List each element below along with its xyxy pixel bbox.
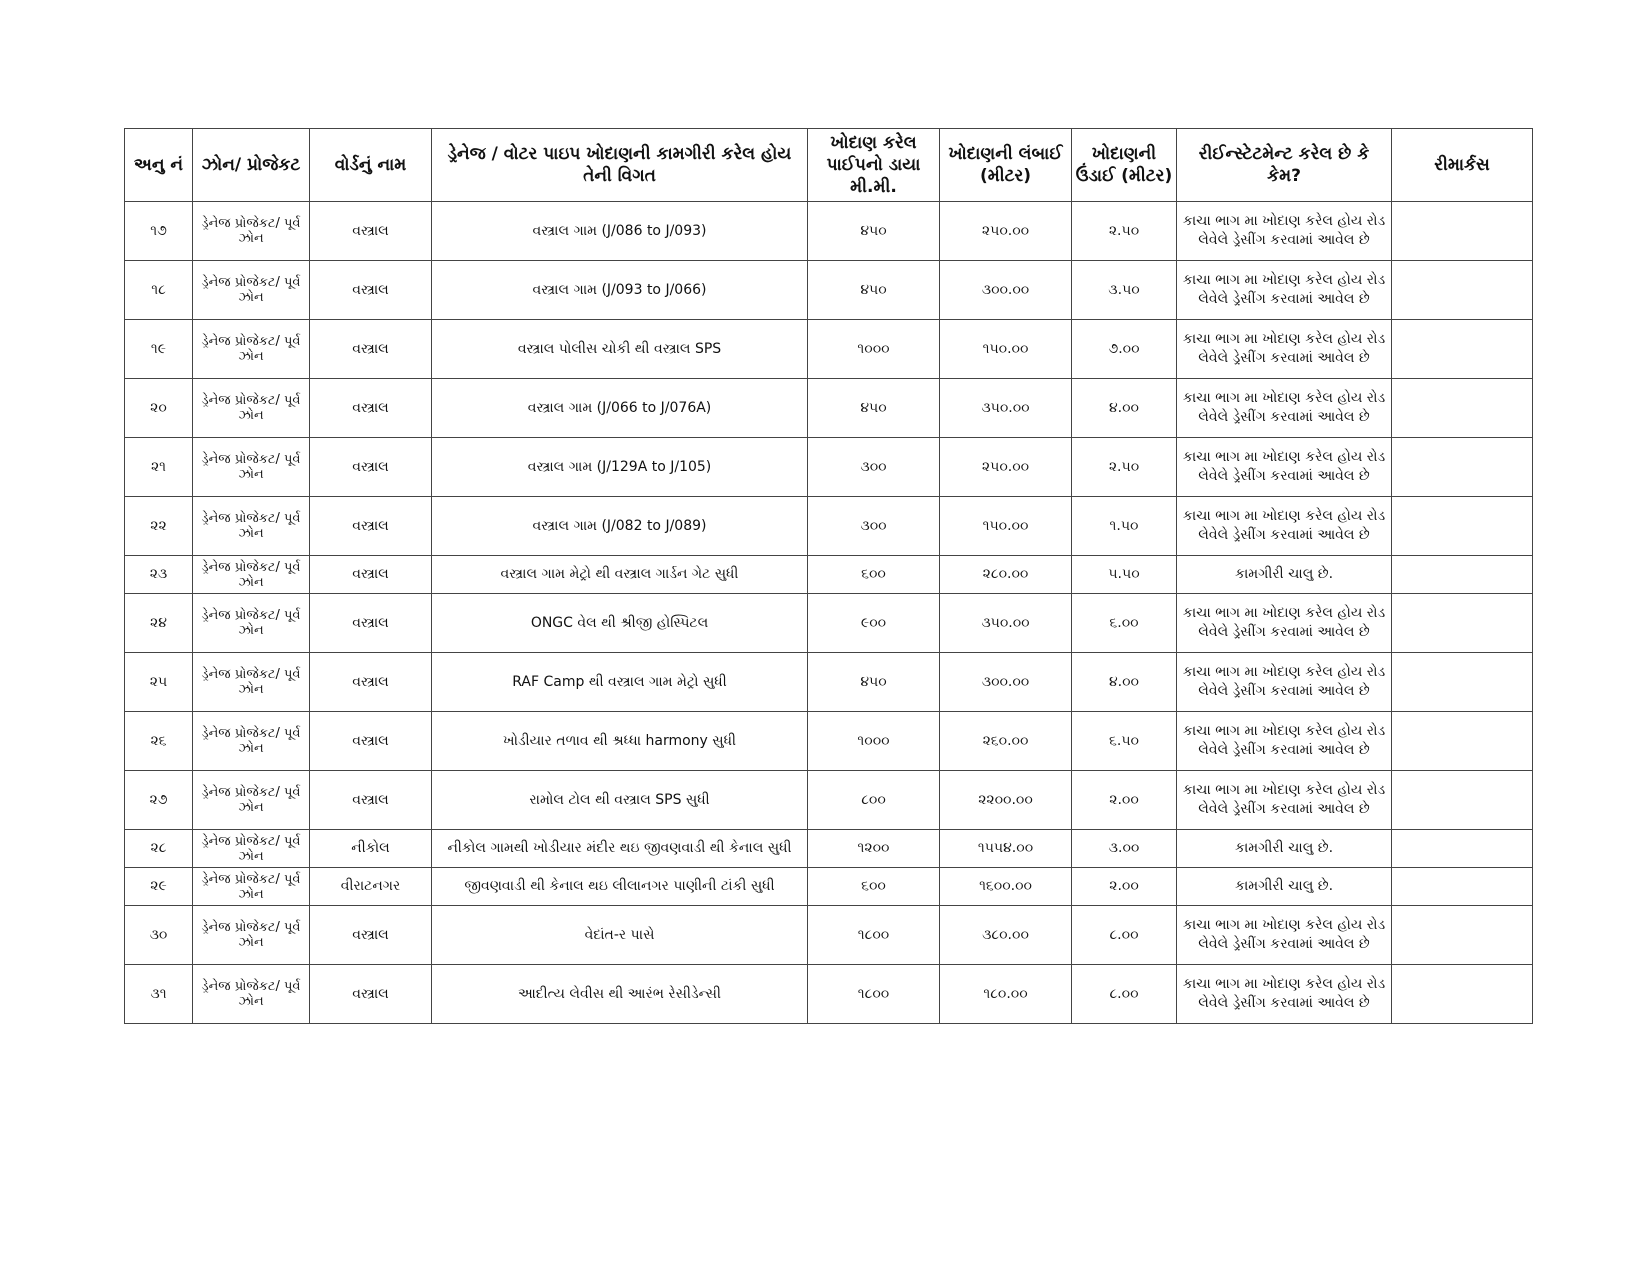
cell-zone-project: ડ્રેનેજ પ્રોજેકટ/ પૂર્વ ઝોન [193,261,310,320]
cell-serial-no: ૨૭ [125,771,193,830]
cell-serial-no: ૨૦ [125,379,193,438]
table-row [125,830,1533,868]
cell-serial-no: ૩૦ [125,906,193,965]
cell-ward-name: વસ્ત્રાલ [310,202,432,261]
header-serial-no: અનુ નં [125,129,193,202]
cell-pipe-diameter: ૧૨૦૦ [808,830,940,868]
cell-ward-name: વસ્ત્રાલ [310,965,432,1024]
cell-excavation-length: ૧૫૫૪.૦૦ [940,830,1072,868]
cell-work-detail: આદીત્ય લેવીસ થી આરંભ રેસીડેન્સી [432,965,808,1024]
cell-serial-no: ૧૯ [125,320,193,379]
cell-remarks [1392,712,1533,771]
cell-zone-project: ડ્રેનેજ પ્રોજેકટ/ પૂર્વ ઝોન [193,202,310,261]
cell-ward-name: વસ્ત્રાલ [310,556,432,594]
table-row [125,320,1533,379]
cell-ward-name: વસ્ત્રાલ [310,497,432,556]
table-row [125,906,1533,965]
cell-serial-no: ૨૬ [125,712,193,771]
header-excavation-length: ખોદાણની લંબાઈ (મીટર) [940,129,1072,202]
cell-reinstatement: કાચા ભાગ મા ખોદાણ કરેલ હોય રોડ લેવેલે ડ્રેસીંગ કરવામાં આવેલ છે [1177,906,1392,965]
table-row [125,594,1533,653]
cell-pipe-diameter: ૪૫૦ [808,261,940,320]
table-row [125,771,1533,830]
cell-pipe-diameter: ૬૦૦ [808,868,940,906]
header-ward-name: વોર્ડનું નામ [310,129,432,202]
cell-reinstatement: કાચા ભાગ મા ખોદાણ કરેલ હોય રોડ લેવેલે ડ્રેસીંગ કરવામાં આવેલ છે [1177,202,1392,261]
cell-remarks [1392,965,1533,1024]
cell-excavation-depth: ૨.૫૦ [1072,438,1177,497]
header-zone-project: ઝોન/ પ્રોજેકટ [193,129,310,202]
header-reinstatement: રીઈન્સ્ટેટમેન્ટ કરેલ છે કે કેમ? [1177,129,1392,202]
cell-reinstatement: કાચા ભાગ મા ખોદાણ કરેલ હોય રોડ લેવેલે ડ્રેસીંગ કરવામાં આવેલ છે [1177,594,1392,653]
cell-pipe-diameter: ૪૫૦ [808,379,940,438]
cell-zone-project: ડ્રેનેજ પ્રોજેકટ/ પૂર્વ ઝોન [193,712,310,771]
cell-work-detail: જીવણવાડી થી કેનાલ થઇ લીલાનગર પાણીની ટાંકી સુધી [432,868,808,906]
table-row [125,868,1533,906]
cell-reinstatement: કાચા ભાગ મા ખોદાણ કરેલ હોય રોડ લેવેલે ડ્રેસીંગ કરવામાં આવેલ છે [1177,771,1392,830]
cell-pipe-diameter: ૬૦૦ [808,556,940,594]
cell-remarks [1392,438,1533,497]
cell-zone-project: ડ્રેનેજ પ્રોજેકટ/ પૂર્વ ઝોન [193,771,310,830]
table-row [125,497,1533,556]
table-body [125,202,1533,1024]
cell-excavation-depth: ૨.૦૦ [1072,771,1177,830]
cell-excavation-length: ૧૬૦૦.૦૦ [940,868,1072,906]
cell-zone-project: ડ્રેનેજ પ્રોજેકટ/ પૂર્વ ઝોન [193,556,310,594]
cell-excavation-depth: ૫.૫૦ [1072,556,1177,594]
cell-remarks [1392,261,1533,320]
cell-work-detail: વેદાંત-ર પાસે [432,906,808,965]
cell-zone-project: ડ્રેનેજ પ્રોજેકટ/ પૂર્વ ઝોન [193,965,310,1024]
cell-remarks [1392,320,1533,379]
header-excavation-depth: ખોદાણની ઉંડાઈ (મીટર) [1072,129,1177,202]
excavation-table [124,128,1533,1024]
cell-excavation-depth: ૩.૦૦ [1072,830,1177,868]
cell-reinstatement: કાચા ભાગ મા ખોદાણ કરેલ હોય રોડ લેવેલે ડ્રેસીંગ કરવામાં આવેલ છે [1177,965,1392,1024]
cell-zone-project: ડ્રેનેજ પ્રોજેકટ/ પૂર્વ ઝોન [193,906,310,965]
cell-excavation-length: ૧૫૦.૦૦ [940,497,1072,556]
cell-ward-name: વસ્ત્રાલ [310,712,432,771]
cell-ward-name: વસ્ત્રાલ [310,653,432,712]
cell-pipe-diameter: ૧૮૦૦ [808,965,940,1024]
cell-excavation-length: ૩૦૦.૦૦ [940,261,1072,320]
cell-work-detail: વસ્ત્રાલ ગામ (J/086 to J/093) [432,202,808,261]
table-row [125,556,1533,594]
cell-excavation-length: ૩૦૦.૦૦ [940,653,1072,712]
cell-ward-name: વસ્ત્રાલ [310,320,432,379]
cell-zone-project: ડ્રેનેજ પ્રોજેકટ/ પૂર્વ ઝોન [193,497,310,556]
cell-excavation-length: ૨૫૦.૦૦ [940,202,1072,261]
cell-excavation-depth: ૨.૦૦ [1072,868,1177,906]
cell-pipe-diameter: ૮૦૦ [808,771,940,830]
cell-pipe-diameter: ૩૦૦ [808,497,940,556]
table-row [125,965,1533,1024]
cell-reinstatement: કાચા ભાગ મા ખોદાણ કરેલ હોય રોડ લેવેલે ડ્રેસીંગ કરવામાં આવેલ છે [1177,712,1392,771]
cell-work-detail: રામોલ ટોલ થી વસ્ત્રાલ SPS સુધી [432,771,808,830]
cell-excavation-depth: ૪.૦૦ [1072,379,1177,438]
cell-ward-name: વસ્ત્રાલ [310,906,432,965]
header-work-detail: ડ્રેનેજ / વોટર પાઇપ ખોદાણની કામગીરી કરેલ હોય તેની વિગત [432,129,808,202]
cell-excavation-depth: ૭.૦૦ [1072,320,1177,379]
cell-serial-no: ૨૧ [125,438,193,497]
cell-work-detail: વસ્ત્રાલ ગામ (J/066 to J/076A) [432,379,808,438]
cell-excavation-depth: ૩.૫૦ [1072,261,1177,320]
cell-work-detail: વસ્ત્રાલ ગામ (J/093 to J/066) [432,261,808,320]
header-pipe-diameter: ખોદાણ કરેલ પાઈપનો ડાયા મી.મી. [808,129,940,202]
cell-work-detail: ONGC વેલ થી શ્રીજી હોસ્પિટલ [432,594,808,653]
cell-pipe-diameter: ૩૦૦ [808,438,940,497]
cell-reinstatement: કામગીરી ચાલુ છે. [1177,868,1392,906]
table-row [125,379,1533,438]
cell-reinstatement: કાચા ભાગ મા ખોદાણ કરેલ હોય રોડ લેવેલે ડ્રેસીંગ કરવામાં આવેલ છે [1177,438,1392,497]
cell-work-detail: ખોડીયાર તળાવ થી શ્રધ્ધા harmony સુધી [432,712,808,771]
cell-serial-no: ૧૮ [125,261,193,320]
cell-ward-name: વસ્ત્રાલ [310,438,432,497]
cell-serial-no: ૨૩ [125,556,193,594]
header-row [125,129,1533,202]
cell-reinstatement: કામગીરી ચાલુ છે. [1177,830,1392,868]
cell-remarks [1392,556,1533,594]
cell-zone-project: ડ્રેનેજ પ્રોજેકટ/ પૂર્વ ઝોન [193,379,310,438]
cell-excavation-depth: ૮.૦૦ [1072,965,1177,1024]
cell-remarks [1392,868,1533,906]
cell-work-detail: RAF Camp થી વસ્ત્રાલ ગામ મેટ્રો સુધી [432,653,808,712]
cell-ward-name: વસ્ત્રાલ [310,594,432,653]
cell-zone-project: ડ્રેનેજ પ્રોજેકટ/ પૂર્વ ઝોન [193,868,310,906]
cell-remarks [1392,906,1533,965]
cell-remarks [1392,594,1533,653]
cell-pipe-diameter: ૪૫૦ [808,202,940,261]
cell-ward-name: વસ્ત્રાલ [310,379,432,438]
header-remarks: રીમાર્કસ [1392,129,1533,202]
cell-work-detail: વસ્ત્રાલ ગામ (J/082 to J/089) [432,497,808,556]
cell-zone-project: ડ્રેનેજ પ્રોજેકટ/ પૂર્વ ઝોન [193,830,310,868]
table-row [125,202,1533,261]
cell-ward-name: વસ્ત્રાલ [310,771,432,830]
cell-work-detail: વસ્ત્રાલ ગામ (J/129A to J/105) [432,438,808,497]
cell-reinstatement: કામગીરી ચાલુ છે. [1177,556,1392,594]
cell-serial-no: ૨૫ [125,653,193,712]
cell-remarks [1392,653,1533,712]
cell-serial-no: ૨૨ [125,497,193,556]
cell-pipe-diameter: ૧૦૦૦ [808,320,940,379]
excavation-report-sheet [124,128,1532,1024]
cell-ward-name: નીકોલ [310,830,432,868]
cell-work-detail: નીકોલ ગામથી ખોડીયાર મંદીર થઇ જીવણવાડી થી કેનાલ સુધી [432,830,808,868]
cell-ward-name: વીરાટનગર [310,868,432,906]
cell-excavation-depth: ૪.૦૦ [1072,653,1177,712]
cell-excavation-depth: ૧.૫૦ [1072,497,1177,556]
cell-pipe-diameter: ૯૦૦ [808,594,940,653]
cell-excavation-depth: ૨.૫૦ [1072,202,1177,261]
cell-zone-project: ડ્રેનેજ પ્રોજેકટ/ પૂર્વ ઝોન [193,320,310,379]
cell-ward-name: વસ્ત્રાલ [310,261,432,320]
cell-excavation-length: ૨૬૦.૦૦ [940,712,1072,771]
cell-reinstatement: કાચા ભાગ મા ખોદાણ કરેલ હોય રોડ લેવેલે ડ્રેસીંગ કરવામાં આવેલ છે [1177,261,1392,320]
cell-serial-no: ૨૮ [125,830,193,868]
cell-zone-project: ડ્રેનેજ પ્રોજેકટ/ પૂર્વ ઝોન [193,594,310,653]
cell-pipe-diameter: ૪૫૦ [808,653,940,712]
cell-excavation-length: ૧૮૦.૦૦ [940,965,1072,1024]
table-row [125,653,1533,712]
cell-serial-no: ૨૪ [125,594,193,653]
cell-serial-no: ૧૭ [125,202,193,261]
cell-excavation-length: ૨૫૦.૦૦ [940,438,1072,497]
cell-reinstatement: કાચા ભાગ મા ખોદાણ કરેલ હોય રોડ લેવેલે ડ્રેસીંગ કરવામાં આવેલ છે [1177,320,1392,379]
cell-remarks [1392,202,1533,261]
cell-excavation-length: ૩૮૦.૦૦ [940,906,1072,965]
cell-excavation-depth: ૬.૫૦ [1072,712,1177,771]
cell-excavation-length: ૩૫૦.૦૦ [940,379,1072,438]
cell-excavation-depth: ૬.૦૦ [1072,594,1177,653]
cell-excavation-depth: ૮.૦૦ [1072,906,1177,965]
cell-pipe-diameter: ૧૦૦૦ [808,712,940,771]
cell-serial-no: ૨૯ [125,868,193,906]
table-row [125,261,1533,320]
cell-excavation-length: ૩૫૦.૦૦ [940,594,1072,653]
cell-zone-project: ડ્રેનેજ પ્રોજેકટ/ પૂર્વ ઝોન [193,653,310,712]
table-row [125,438,1533,497]
cell-reinstatement: કાચા ભાગ મા ખોદાણ કરેલ હોય રોડ લેવેલે ડ્રેસીંગ કરવામાં આવેલ છે [1177,653,1392,712]
cell-zone-project: ડ્રેનેજ પ્રોજેકટ/ પૂર્વ ઝોન [193,438,310,497]
cell-work-detail: વસ્ત્રાલ ગામ મેટ્રો થી વસ્ત્રાલ ગાર્ડન ગેટ સુધી [432,556,808,594]
cell-remarks [1392,379,1533,438]
cell-serial-no: ૩૧ [125,965,193,1024]
cell-remarks [1392,830,1533,868]
cell-work-detail: વસ્ત્રાલ પોલીસ ચોકી થી વસ્ત્રાલ SPS [432,320,808,379]
cell-excavation-length: ૧૫૦.૦૦ [940,320,1072,379]
cell-excavation-length: ૨૨૦૦.૦૦ [940,771,1072,830]
cell-reinstatement: કાચા ભાગ મા ખોદાણ કરેલ હોય રોડ લેવેલે ડ્રેસીંગ કરવામાં આવેલ છે [1177,379,1392,438]
cell-reinstatement: કાચા ભાગ મા ખોદાણ કરેલ હોય રોડ લેવેલે ડ્રેસીંગ કરવામાં આવેલ છે [1177,497,1392,556]
cell-remarks [1392,771,1533,830]
cell-remarks [1392,497,1533,556]
cell-excavation-length: ૨૮૦.૦૦ [940,556,1072,594]
table-row [125,712,1533,771]
cell-pipe-diameter: ૧૮૦૦ [808,906,940,965]
